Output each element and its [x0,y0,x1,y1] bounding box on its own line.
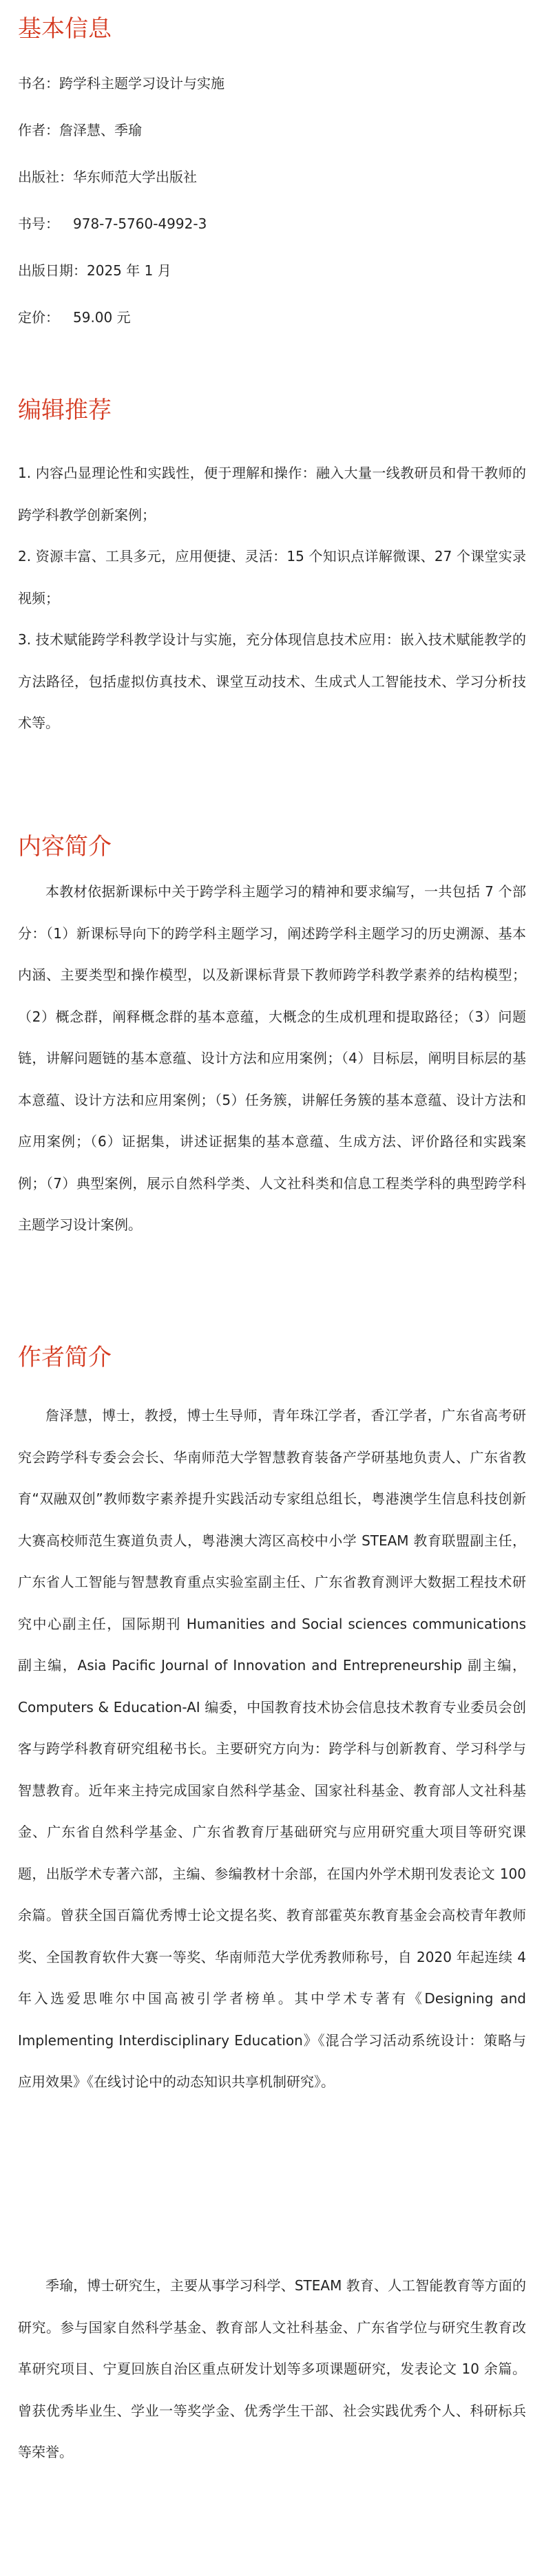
basic-info-title: 基本信息 [18,15,112,43]
info-date-line: 出版日期：2025 年 1 月 [18,262,171,279]
info-author-value: 詹泽慧、季瑜 [59,122,142,138]
recommendation-item-1: 1. 内容凸显理论性和实践性，便于理解和操作：融入大量一线教研员和骨干教师的跨学科教学创新案例； [18,465,526,523]
info-price-label: 定价 [18,309,45,326]
info-isbn-value: 978-7-5760-4992-3 [73,215,207,232]
info-publisher-label: 出版社 [18,169,59,185]
content-intro-text: 本教材依据新课标中关于跨学科主题学习的精神和要求编写，一共包括 7 个部分：（1）新课标导向下的跨学科主题学习，阐述跨学科主题学习的历史溯源、基本内涵、主要类型和操作模型，以及新课标背景下教师跨学科教学素养的结构模型；（2）概念群，阐释概念群的基本意蕴，大概念的生成机理和提取路径；（3）问题链，讲解问题链的基本意蕴、设计方法和应用案例；（4）目标层，阐明目标层的基本意蕴、设计方法和应用案例；（5）任务簇，讲解任务簇的基本意蕴、设计方法和应用案例；（6）证据集，讲述证据集的基本意蕴、生成方法、评价路径和实践案例；（7）典型案例，展示自然科学类、人文社科类和信息工程类学科的典型跨学科主题学习设计案例。 [18,883,526,1233]
info-author-label: 作者 [18,122,45,138]
info-publisher-line: 出版社：华东师范大学出版社 [18,169,197,185]
info-price-value: 59.00 元 [73,309,131,326]
info-isbn-label: 书号 [18,215,45,232]
info-date-label: 出版日期 [18,262,73,279]
info-price-line: 定价： 59.00 元 [18,309,131,326]
recommendation-item-3: 3. 技术赋能跨学科教学设计与实施，充分体现信息技术应用：嵌入技术赋能教学的方法路径，包括虚拟仿真技术、课堂互动技术、生成式人工智能技术、学习分析技术等。 [18,631,526,731]
info-title-label: 书名 [18,75,45,92]
content-intro-title: 内容简介 [18,833,112,861]
author-bio-ji: 季瑜，博士研究生，主要从事学习科学、STEAM 教育、人工智能教育等方面的研究。参与国家自然科学基金、教育部人文社科基金、广东省学位与研究生教育改革研究项目、宁夏回族自治区重点研发计划等多项课题研究，发表论文 10 余篇。曾获优秀毕业生、学业一等奖学金、优秀学生干部、社会实践优秀个人、科研标兵等荣誉。 [18,2277,526,2460]
info-date-value: 2025 年 1 月 [87,262,171,279]
author-intro-title: 作者简介 [18,1344,112,1371]
recommendation-item-2: 2. 资源丰富、工具多元，应用便捷、灵活：15 个知识点详解微课、27 个课堂实录视频； [18,548,526,606]
author-bio-zhan: 詹泽慧，博士，教授，博士生导师，青年珠江学者，香江学者，广东省高考研究会跨学科专委会会长、华南师范大学智慧教育装备产学研基地负责人、广东省教育“双融双创”教师数字素养提升实践活动专家组总组长，粤港澳学生信息科技创新大赛高校师范生赛道负责人，粤港澳大湾区高校中小学 STEAM 教育联盟副主任，广东省人工智能与智慧教育重点实验室副主任、广东省教育测评大数据工程技术研究中心副主任，国际期刊 Humanities and Social sciences communications 副主编，Asia Pacific Journal of Innovation and Entrepreneurship 副主编，Computers & Education-AI 编委，中国教育技术协会信息技术教育专业委员会创客与跨学科教育研究组秘书长。主要研究方向为：跨学科与创新教育、学习科学与智慧教育。近年来主持完成国家自然科学基金、国家社科基金、教育部人文社科基金、广东省自然科学基金、广东省教育厅基础研究与应用研究重大项目等研究课题，出版学术专著六部，主编、参编教材十余部，在国内外学术期刊发表论文 100 余篇。曾获全国百篇优秀博士论文提名奖、教育部霍英东教育基金会高校青年教师奖、全国教育软件大赛一等奖、华南师范大学优秀教师称号，自 2020 年起连续 4 年入选爱思唯尔中国高被引学者榜单。其中学术专著有《Designing and Implementing Interdisciplinary Education》《混合学习活动系统设计：策略与应用效果》《在线讨论中的动态知识共享机制研究》。 [18,1407,526,2090]
info-title-value: 跨学科主题学习设计与实施 [59,75,224,92]
editor-recommendation-title: 编辑推荐 [18,397,112,424]
info-publisher-value: 华东师范大学出版社 [73,169,197,185]
info-title-line: 书名：跨学科主题学习设计与实施 [18,75,224,92]
info-isbn-line: 书号： 978-7-5760-4992-3 [18,215,207,232]
info-author-line: 作者：詹泽慧、季瑜 [18,122,142,138]
